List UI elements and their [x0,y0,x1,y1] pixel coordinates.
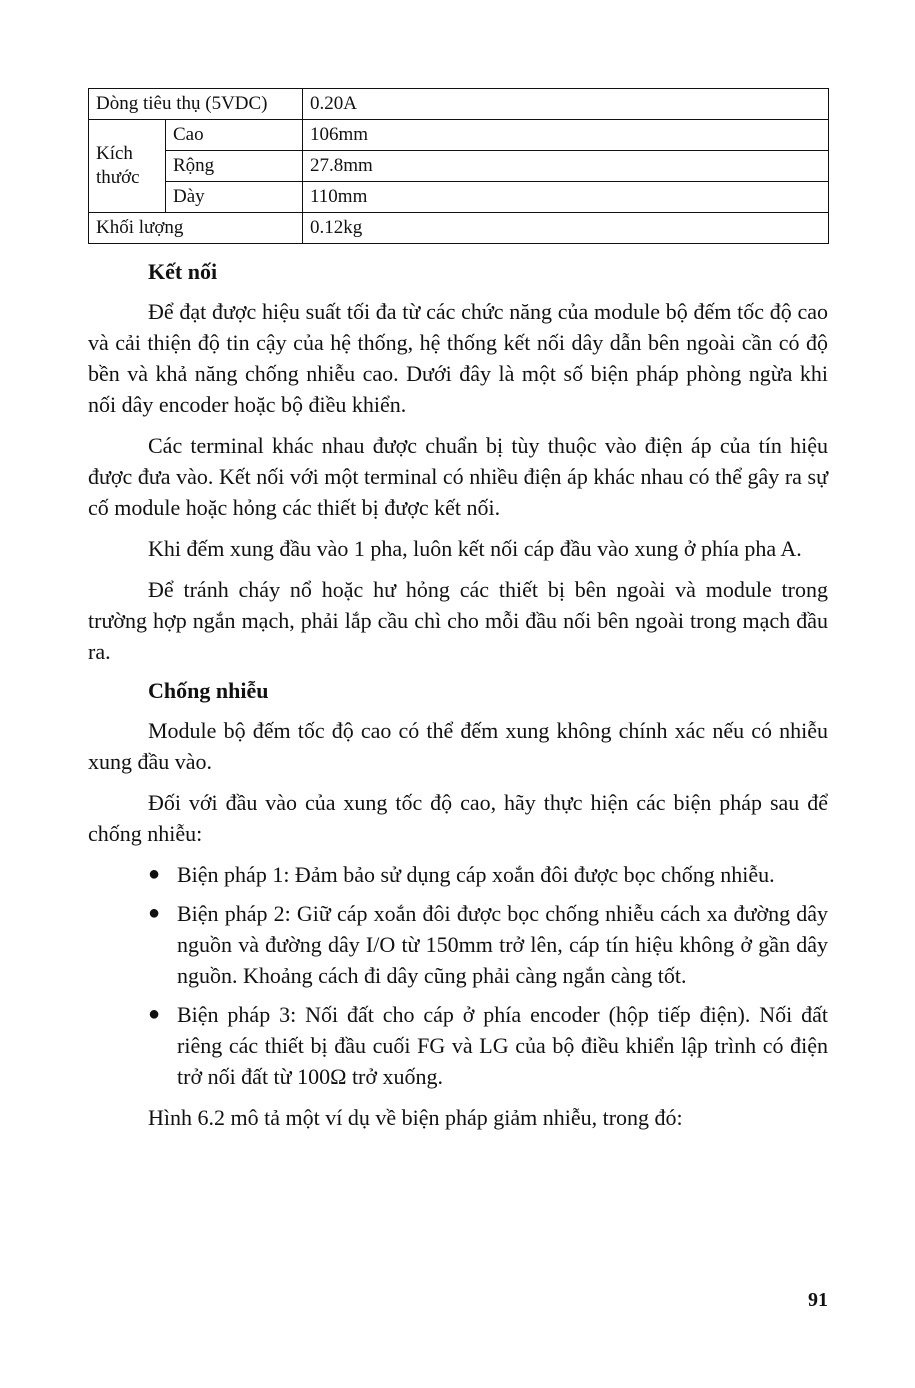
weight-value-cell: 0.12kg [303,213,829,244]
height-label-cell: Cao [166,120,303,151]
table-row [89,120,829,151]
list-item [88,859,828,890]
paragraph: Để tránh cháy nổ hoặc hư hỏng các thiết bị bên ngoài và module trong trường hợp ngắn mạch, phải lắp cầu chì cho mỗi đầu nối bên ngoài trong mạch đầu ra. [88,577,828,664]
bullet-icon: ● [148,902,161,924]
paragraph: Module bộ đếm tốc độ cao có thể đếm xung không chính xác nếu có nhiễu xung đầu vào. [88,718,828,774]
height-value-cell: 106mm [303,120,829,151]
depth-value-cell: 110mm [303,182,829,213]
current-value-cell: 0.20A [303,89,829,120]
paragraph: Khi đếm xung đầu vào 1 pha, luôn kết nối cáp đầu vào xung ở phía pha A. [148,536,802,561]
spec-table [88,88,829,244]
weight-label-cell: Khối lượng [89,213,303,244]
document-page [88,88,828,1143]
width-label-cell: Rộng [166,151,303,182]
paragraph: Các terminal khác nhau được chuẩn bị tùy thuộc vào điện áp của tín hiệu được đưa vào. Kết nối với một terminal có nhiều điện áp khác nhau có thể gây ra sự cố module hoặc hỏng các thiết bị được kết nối. [88,433,828,520]
measures-list [88,859,828,1092]
table-row [89,182,829,213]
paragraph: Để đạt được hiệu suất tối đa từ các chức năng của module bộ đếm tốc độ cao và cải thiện độ tin cậy của hệ thống, hệ thống kết nối dây dẫn bên ngoài cần có độ bền và khả năng chống nhiễu cao. Dưới đây là một số biện pháp phòng ngừa khi nối dây encoder hoặc bộ điều khiển. [88,299,828,417]
page-number: 91 [808,1289,828,1311]
width-value-cell: 27.8mm [303,151,829,182]
list-item-text: Biện pháp 1: Đảm bảo sử dụng cáp xoắn đôi được bọc chống nhiễu. [177,862,775,887]
bullet-icon: ● [148,863,161,885]
list-item-text: Biện pháp 2: Giữ cáp xoắn đôi được bọc chống nhiễu cách xa đường dây nguồn và đường dây I/O từ 150mm trở lên, cáp tín hiệu không ở gần dây nguồn. Khoảng cách đi dây cũng phải càng ngắn càng tốt. [177,901,828,988]
connection-heading: Kết nối [148,259,218,284]
list-item [88,898,828,991]
paragraph: Đối với đầu vào của xung tốc độ cao, hãy thực hiện các biện pháp sau để chống nhiễu: [88,790,828,846]
depth-label-cell: Dày [166,182,303,213]
closing-paragraph: Hình 6.2 mô tả một ví dụ về biện pháp giảm nhiễu, trong đó: [148,1105,683,1130]
list-item-text: Biện pháp 3: Nối đất cho cáp ở phía encoder (hộp tiếp điện). Nối đất riêng các thiết bị đầu cuối FG và LG của bộ điều khiển lập trình có điện trở nối đất từ 100Ω trở xuống. [177,1002,828,1089]
table-row [89,89,829,120]
current-label-cell: Dòng tiêu thụ (5VDC) [89,89,303,120]
table-row [89,213,829,244]
size-label-cell: Kích thước [89,120,166,213]
noise-heading: Chống nhiễu [148,678,269,703]
list-item [88,999,828,1092]
table-row [89,151,829,182]
bullet-icon: ● [148,1003,161,1025]
